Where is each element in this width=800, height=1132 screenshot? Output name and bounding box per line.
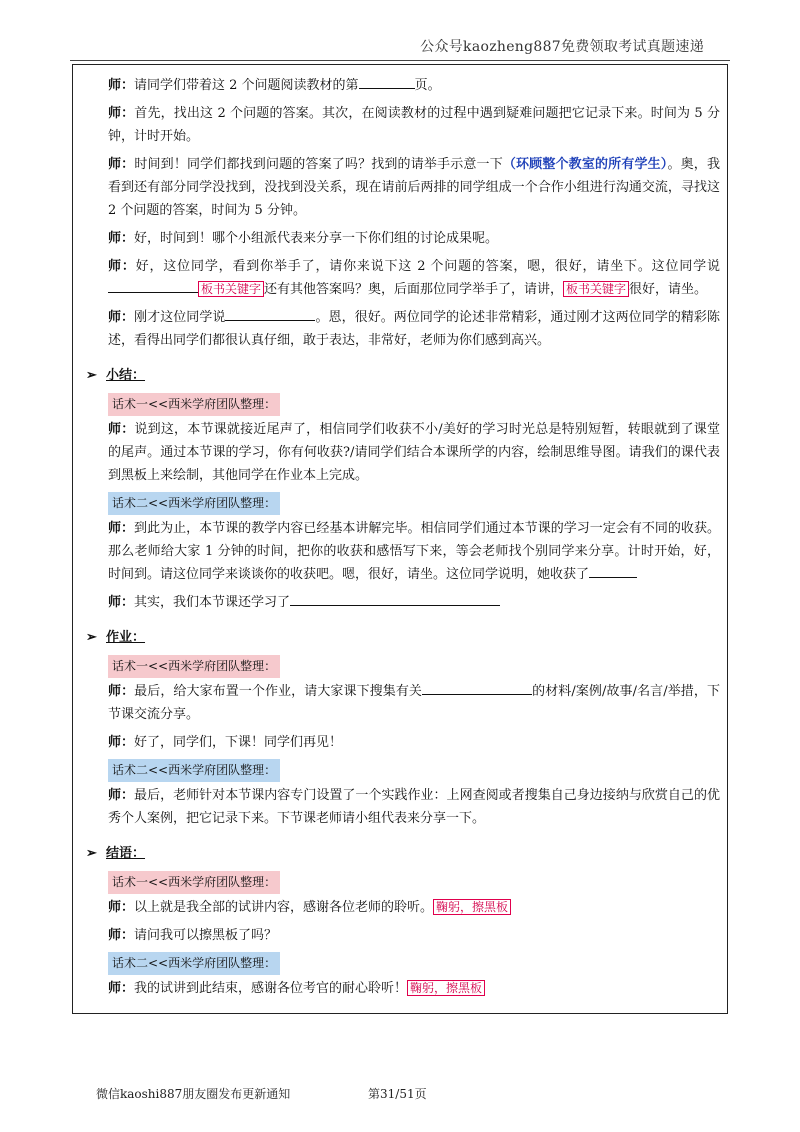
speaker-label: 师： bbox=[108, 928, 135, 943]
speaker-label: 师： bbox=[108, 788, 135, 803]
script-tag-2: 话术二<<西米学府团队整理： bbox=[108, 952, 280, 975]
speaker-label: 师： bbox=[108, 106, 135, 121]
paragraph: 师：请问我可以擦黑板了吗？ bbox=[108, 928, 278, 943]
paragraph: 师：最后，给大家布置一个作业，请大家课下搜集有关 的材料/案例/故事/名言/举措，下节课交流分享。 bbox=[108, 680, 720, 726]
arrow-bullet-icon: ➢ bbox=[86, 846, 97, 861]
speaker-label: 师： bbox=[108, 595, 135, 610]
paragraph: 师：到此为止，本节课的教学内容已经基本讲解完毕。相信同学们通过本节课的学习一定会有不同的收获。那么老师给大家 1 分钟的时间，把你的收获和感悟写下来，等会老师找个别同学来分享。计时开始，好，时间到。请这位同学来谈谈你的收获吧。嗯，很好，请坐。这位同学说明，她收获了 bbox=[108, 521, 720, 582]
speaker-label: 师： bbox=[108, 157, 135, 172]
speaker-label: 师： bbox=[108, 521, 135, 536]
paragraph: 师：时间到！同学们都找到问题的答案了吗？找到的请举手示意一下（环顾整个教室的所有学生）。奥，我看到还有部分同学没找到，没找到没关系，现在请前后两排的同学组成一个合作小组进行沟通交流，寻找这 2 个问题的答案，时间为 5 分钟。 bbox=[108, 157, 720, 218]
board-keyword-box: 板书关键字 bbox=[563, 281, 629, 297]
stage-direction: （环顾整个教室的所有学生） bbox=[502, 157, 668, 172]
bow-erase-box: 鞠躬，擦黑板 bbox=[407, 980, 485, 996]
paragraph: 师：刚才这位同学说 。恩，很好。两位同学的论述非常精彩，通过刚才这两位同学的精彩陈述，看得出同学们都很认真仔细，敢于表达，非常好，老师为你们感到高兴。 bbox=[108, 306, 720, 352]
speaker-label: 师： bbox=[108, 231, 135, 246]
script-tag-2: 话术二<<西米学府团队整理： bbox=[108, 759, 280, 782]
speaker-label: 师： bbox=[108, 735, 135, 750]
speaker-label: 师： bbox=[108, 310, 135, 325]
paragraph: 师：我的试讲到此结束，感谢各位考官的耐心聆听！ 鞠躬，擦黑板 bbox=[108, 977, 720, 1000]
paragraph: 师：首先，找出这 2 个问题的答案。其次，在阅读教材的过程中遇到疑难问题把它记录下来。时间为 5 分钟，计时开始。 bbox=[108, 106, 720, 144]
script-tag-1: 话术一<<西米学府团队整理： bbox=[108, 871, 280, 894]
fill-blank bbox=[225, 306, 315, 321]
paragraph: 师：最后，老师针对本节课内容专门设置了一个实践作业：上网查阅或者搜集自己身边接纳与欣赏自己的优秀个人案例，把它记录下来。下节课老师请小组代表来分享一下。 bbox=[108, 788, 720, 826]
page-header: 公众号kaozheng887免费领取考试真题速递 bbox=[420, 39, 704, 55]
paragraph: 师：好，这位同学，看到你举手了，请你来说下这 2 个问题的答案，嗯，很好，请坐下。这位同学说板书关键字 还有其他答案吗？奥，后面那位同学举手了，请讲， 板书关键字 很好，请坐。 bbox=[108, 259, 720, 297]
arrow-bullet-icon: ➢ bbox=[86, 630, 97, 645]
footer-notice: 微信kaoshi887朋友圈发布更新通知 bbox=[96, 1087, 291, 1101]
paragraph: 师：好，时间到！哪个小组派代表来分享一下你们组的讨论成果呢。 bbox=[108, 231, 499, 246]
speaker-label: 师： bbox=[108, 981, 135, 996]
speaker-label: 师： bbox=[108, 422, 135, 437]
section-title: 结语： bbox=[106, 846, 146, 861]
header-rule bbox=[70, 60, 730, 61]
paragraph: 师：说到这，本节课就接近尾声了，相信同学们收获不小/美好的学习时光总是特别短暂，转眼就到了课堂的尾声。通过本节课的学习，你有何收获?/请同学们结合本课所学的内容，绘制思维导图。请我们的课代表到黑板上来绘制，其他同学在作业本上完成。 bbox=[108, 422, 720, 483]
section-conclusion bbox=[86, 842, 720, 865]
board-keyword-box: 板书关键字 bbox=[198, 281, 264, 297]
speaker-label: 师： bbox=[108, 684, 135, 699]
page-number: 第31/51页 bbox=[368, 1087, 427, 1101]
script-tag-2: 话术二<<西米学府团队整理： bbox=[108, 492, 280, 515]
fill-blank bbox=[290, 591, 500, 606]
section-homework bbox=[86, 626, 720, 649]
paragraph: 师：以上就是我全部的试讲内容，感谢各位老师的聆听。 鞠躬，擦黑板 bbox=[108, 896, 720, 919]
paragraph: 师：其实，我们本节课还学习了 bbox=[108, 591, 720, 614]
speaker-label: 师： bbox=[108, 900, 135, 915]
arrow-bullet-icon: ➢ bbox=[86, 368, 97, 383]
script-tag-1: 话术一<<西米学府团队整理： bbox=[108, 655, 280, 678]
section-summary bbox=[86, 364, 720, 387]
fill-blank bbox=[422, 680, 532, 695]
bow-erase-box: 鞠躬，擦黑板 bbox=[433, 899, 511, 915]
fill-blank bbox=[108, 278, 198, 293]
script-tag-1: 话术一<<西米学府团队整理： bbox=[108, 393, 280, 416]
speaker-label: 师： bbox=[108, 259, 136, 274]
section-title: 小结： bbox=[106, 368, 146, 383]
main-content bbox=[86, 74, 720, 1005]
fill-blank bbox=[589, 563, 637, 578]
paragraph: 师：请同学们带着这 2 个问题阅读教材的第 页。 bbox=[108, 74, 720, 97]
paragraph: 师：好了，同学们，下课！同学们再见！ bbox=[108, 735, 343, 750]
fill-blank bbox=[359, 74, 415, 89]
section-title: 作业： bbox=[106, 630, 146, 645]
speaker-label: 师： bbox=[108, 78, 135, 93]
